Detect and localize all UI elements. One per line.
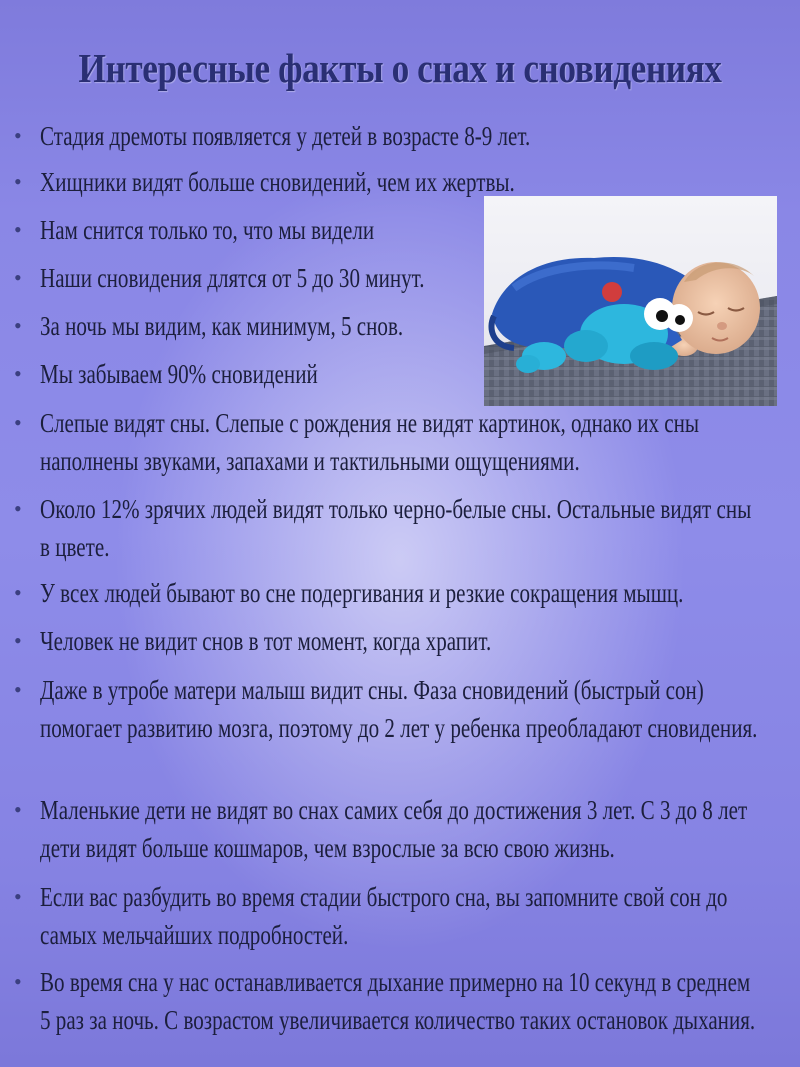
list-item bbox=[14, 259, 533, 297]
bullet-icon: • bbox=[14, 123, 22, 148]
list-item bbox=[14, 117, 669, 155]
fact-text: Стадия дремоты появляется у детей в возрасте 8-9 лет. bbox=[40, 121, 531, 151]
bullet-icon: • bbox=[14, 969, 22, 994]
bullet-icon: • bbox=[14, 496, 22, 521]
bullet-icon: • bbox=[14, 797, 22, 822]
fact-text: У всех людей бывают во сне подергивания и резкие сокращения мышц. bbox=[40, 578, 684, 608]
bullet-icon: • bbox=[14, 361, 22, 386]
list-item bbox=[14, 307, 506, 345]
fact-text: Даже в утробе матери малыш видит сны. Фаза сновидений (быстрый сон) помогает развитию мозга, поэтому до 2 лет у ребенка преобладают сновидения. bbox=[40, 675, 758, 743]
bullet-icon: • bbox=[14, 217, 22, 242]
fact-text: Нам снится только то, что мы видели bbox=[40, 215, 375, 245]
bullet-icon: • bbox=[14, 884, 22, 909]
bullet-icon: • bbox=[14, 265, 22, 290]
list-item bbox=[14, 574, 800, 612]
fact-text: Наши сновидения длятся от 5 до 30 минут. bbox=[40, 263, 425, 293]
fact-text: Мы забываем 90% сновидений bbox=[40, 359, 318, 389]
bullet-icon: • bbox=[14, 169, 22, 194]
list-item bbox=[14, 878, 800, 954]
fact-text: Во время сна у нас останавливается дыхание примерно на 10 секунд в среднем 5 раз за ночь. С возрастом увеличивается количество таких остановок дыхания. bbox=[40, 967, 756, 1035]
fact-text: За ночь мы видим, как минимум, 5 снов. bbox=[40, 311, 404, 341]
list-item bbox=[14, 404, 800, 480]
bullet-icon: • bbox=[14, 677, 22, 702]
bullet-icon: • bbox=[14, 410, 22, 435]
list-item bbox=[14, 163, 649, 201]
slide-title: Интересные факты о снах и сновидениях bbox=[78, 45, 722, 91]
fact-text: Человек не видит снов в тот момент, когда храпит. bbox=[40, 626, 492, 656]
list-item bbox=[14, 622, 618, 660]
fact-text: Хищники видят больше сновидений, чем их жертвы. bbox=[40, 167, 515, 197]
fact-text: Слепые видят сны. Слепые с рождения не видят картинок, однако их сны наполнены звуками, запахами и тактильными ощущениями. bbox=[40, 408, 700, 476]
list-item bbox=[14, 355, 396, 393]
list-item bbox=[14, 791, 800, 867]
bullet-icon: • bbox=[14, 628, 22, 653]
list-item bbox=[14, 490, 800, 566]
fact-text: Если вас разбудить во время стадии быстрого сна, вы запомните свой сон до самых мельчайших подробностей. bbox=[40, 882, 728, 950]
bullet-icon: • bbox=[14, 580, 22, 605]
list-item bbox=[14, 671, 800, 747]
list-item bbox=[14, 211, 468, 249]
fact-text: Около 12% зрячих людей видят только черно-белые сны. Остальные видят сны в цвете. bbox=[40, 494, 752, 562]
list-item bbox=[14, 963, 800, 1039]
fact-text: Маленькие дети не видят во снах самих себя до достижения 3 лет. С 3 до 8 лет дети видят больше кошмаров, чем взрослые за всю свою жизнь. bbox=[40, 795, 748, 863]
bullet-icon: • bbox=[14, 313, 22, 338]
